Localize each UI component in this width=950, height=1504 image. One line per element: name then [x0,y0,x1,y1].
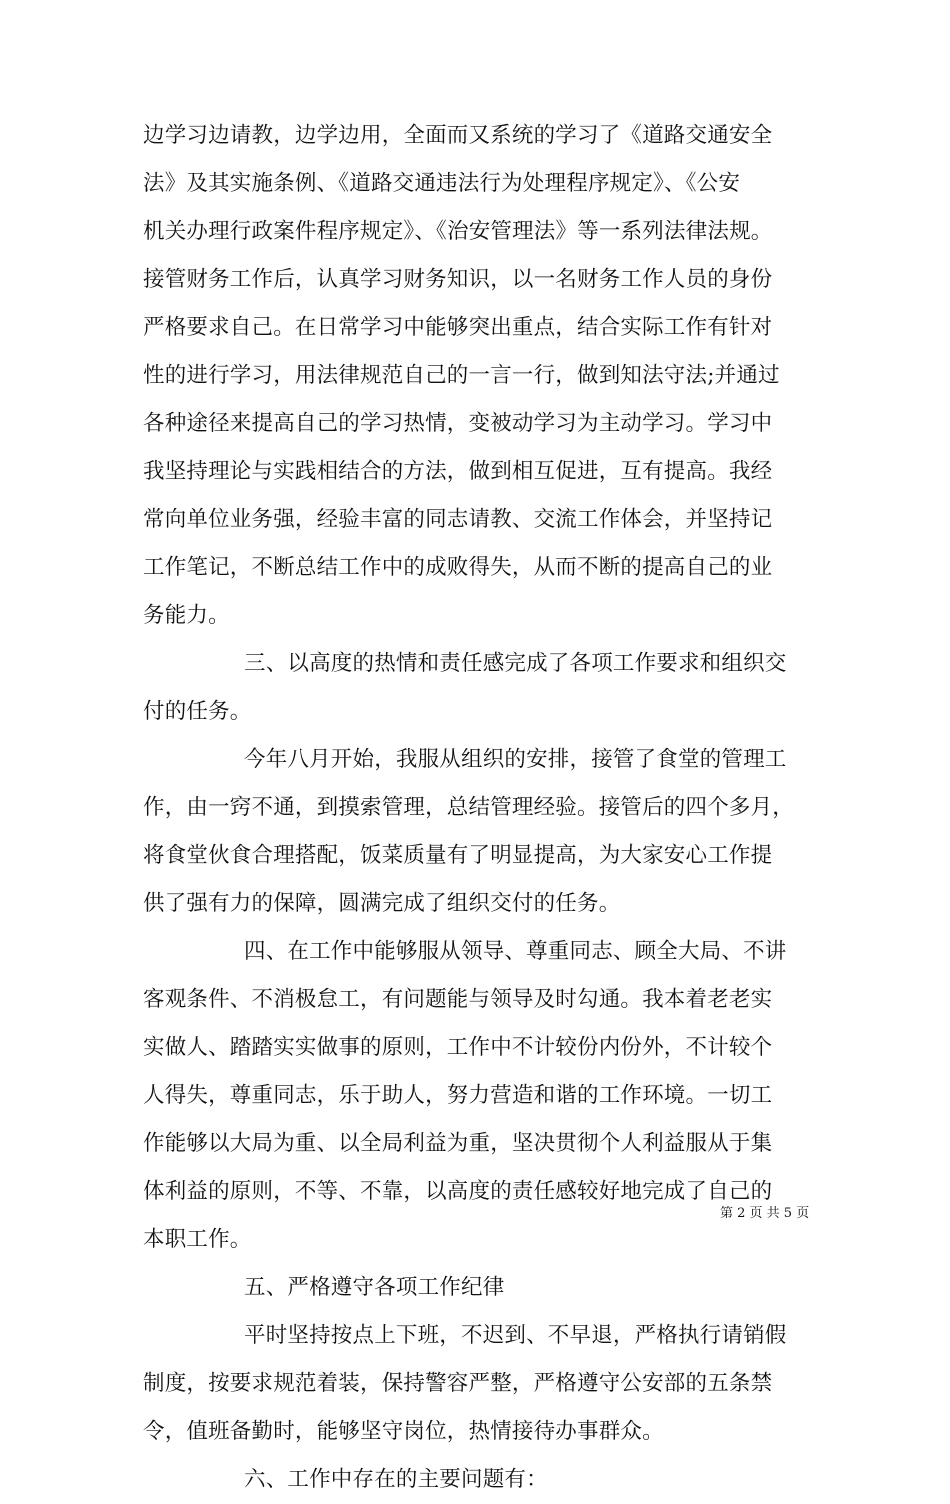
text-line: 作能够以大局为重、以全局利益为重，坚决贯彻个人利益服从于集 [143,1131,773,1156]
paragraph-start: 平时坚持按点上下班，不迟到、不早退，严格执行请销假 [244,1323,787,1348]
text-line: 各种途径来提高自己的学习热情，变被动学习为主动学习。学习中 [143,411,773,436]
text-line: 常向单位业务强，经验丰富的同志请教、交流工作体会，并坚持记 [143,507,773,532]
text-line: 我坚持理论与实践相结合的方法，做到相互促进，互有提高。我经 [143,459,773,484]
text-line: 客观条件、不消极怠工，有问题能与领导及时勾通。我本着老老实 [143,987,773,1012]
text-line: 人得失，尊重同志，乐于助人，努力营造和谐的工作环境。一切工 [143,1083,773,1108]
section-heading-3: 三、以高度的热情和责任感完成了各项工作要求和组织交 [244,651,787,676]
section-heading-6: 六、工作中存在的主要问题有： [244,1467,548,1492]
text-line: 机关办理行政案件程序规定》、《治安管理法》等一系列法律法规。 [143,219,773,244]
text-line: 务能力。 [143,603,230,628]
document-body [143,112,813,1504]
text-line: 令，值班备勤时，能够坚守岗位，热情接待办事群众。 [143,1419,664,1444]
text-line: 将食堂伙食合理搭配，饭菜质量有了明显提高，为大家安心工作提 [143,843,773,868]
text-line: 实做人、踏踏实实做事的原则，工作中不计较份内份外，不计较个 [143,1035,773,1060]
text-line: 体利益的原则，不等、不靠，以高度的责任感较好地完成了自己的 [143,1179,773,1204]
text-line: 供了强有力的保障，圆满完成了组织交付的任务。 [143,891,621,916]
text-line: 工作笔记，不断总结工作中的成败得失，从而不断的提高自己的业 [143,555,773,580]
text-line: 作，由一窍不通，到摸索管理，总结管理经验。接管后的四个多月， [143,795,795,820]
text-line: 边学习边请教，边学边用，全面而又系统的学习了《道路交通安全 [143,123,773,148]
text-line: 接管财务工作后，认真学习财务知识，以一名财务工作人员的身份 [143,267,773,292]
text-line: 本职工作。 [143,1227,252,1252]
text-line: 性的进行学习，用法律规范自己的一言一行，做到知法守法;并通过 [143,363,780,388]
text-line: 付的任务。 [143,699,252,724]
text-line: 制度，按要求规范着装，保持警容严整，严格遵守公安部的五条禁 [143,1371,773,1396]
section-heading-4: 四、在工作中能够服从领导、尊重同志、顾全大局、不讲 [244,939,787,964]
text-line: 法》及其实施条例、《道路交通违法行为处理程序规定》、《公安 [143,171,741,196]
text-line: 严格要求自己。在日常学习中能够突出重点，结合实际工作有针对 [143,315,773,340]
paragraph-start: 今年八月开始，我服从组织的安排，接管了食堂的管理工 [244,747,787,772]
section-heading-5: 五、严格遵守各项工作纪律 [244,1275,505,1300]
page-number-footer: 第 2 页 共 5 页 [720,1206,810,1221]
